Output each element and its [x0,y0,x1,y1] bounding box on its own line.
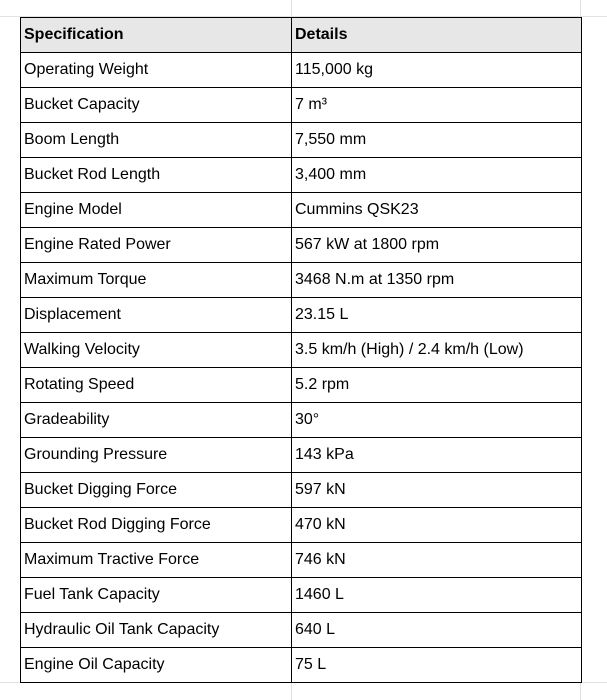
spec-cell[interactable]: Gradeability [21,403,292,438]
spec-cell[interactable]: Bucket Rod Digging Force [21,508,292,543]
detail-cell[interactable]: 746 kN [292,543,582,578]
detail-cell[interactable]: 3468 N.m at 1350 rpm [292,263,582,298]
table-row [21,648,582,683]
detail-cell[interactable]: 143 kPa [292,438,582,473]
spec-cell[interactable]: Bucket Rod Length [21,158,292,193]
table-row [21,508,582,543]
spec-cell[interactable]: Walking Velocity [21,333,292,368]
spec-cell[interactable]: Engine Oil Capacity [21,648,292,683]
detail-cell[interactable]: 23.15 L [292,298,582,333]
detail-cell[interactable]: 3.5 km/h (High) / 2.4 km/h (Low) [292,333,582,368]
table-row [21,228,582,263]
table-row [21,53,582,88]
detail-cell[interactable]: 597 kN [292,473,582,508]
table-row [21,438,582,473]
detail-cell[interactable]: 115,000 kg [292,53,582,88]
table-row [21,158,582,193]
spec-cell[interactable]: Bucket Digging Force [21,473,292,508]
column-header-details[interactable]: Details [292,18,582,53]
table-row [21,298,582,333]
spec-cell[interactable]: Hydraulic Oil Tank Capacity [21,613,292,648]
detail-cell[interactable]: 3,400 mm [292,158,582,193]
detail-cell[interactable]: 567 kW at 1800 rpm [292,228,582,263]
detail-cell[interactable]: 640 L [292,613,582,648]
detail-cell[interactable]: 30° [292,403,582,438]
table-row [21,613,582,648]
spec-cell[interactable]: Engine Rated Power [21,228,292,263]
spec-sheet [20,17,582,683]
spec-cell[interactable]: Grounding Pressure [21,438,292,473]
detail-cell[interactable]: 7,550 mm [292,123,582,158]
detail-cell[interactable]: 1460 L [292,578,582,613]
table-row [21,403,582,438]
spec-cell[interactable]: Bucket Capacity [21,88,292,123]
spec-table [20,17,582,683]
spec-cell[interactable]: Rotating Speed [21,368,292,403]
header-row [21,18,582,53]
spec-cell[interactable]: Fuel Tank Capacity [21,578,292,613]
table-row [21,88,582,123]
table-row [21,333,582,368]
spec-cell[interactable]: Maximum Torque [21,263,292,298]
detail-cell[interactable]: 470 kN [292,508,582,543]
spec-cell[interactable]: Boom Length [21,123,292,158]
spec-cell[interactable]: Maximum Tractive Force [21,543,292,578]
table-row [21,578,582,613]
table-row [21,473,582,508]
spec-cell[interactable]: Displacement [21,298,292,333]
spec-cell[interactable]: Operating Weight [21,53,292,88]
table-row [21,543,582,578]
detail-cell[interactable]: 7 m³ [292,88,582,123]
spec-cell[interactable]: Engine Model [21,193,292,228]
table-row [21,368,582,403]
table-row [21,123,582,158]
detail-cell[interactable]: 75 L [292,648,582,683]
table-row [21,193,582,228]
detail-cell[interactable]: Cummins QSK23 [292,193,582,228]
detail-cell[interactable]: 5.2 rpm [292,368,582,403]
table-row [21,263,582,298]
column-header-specification[interactable]: Specification [21,18,292,53]
